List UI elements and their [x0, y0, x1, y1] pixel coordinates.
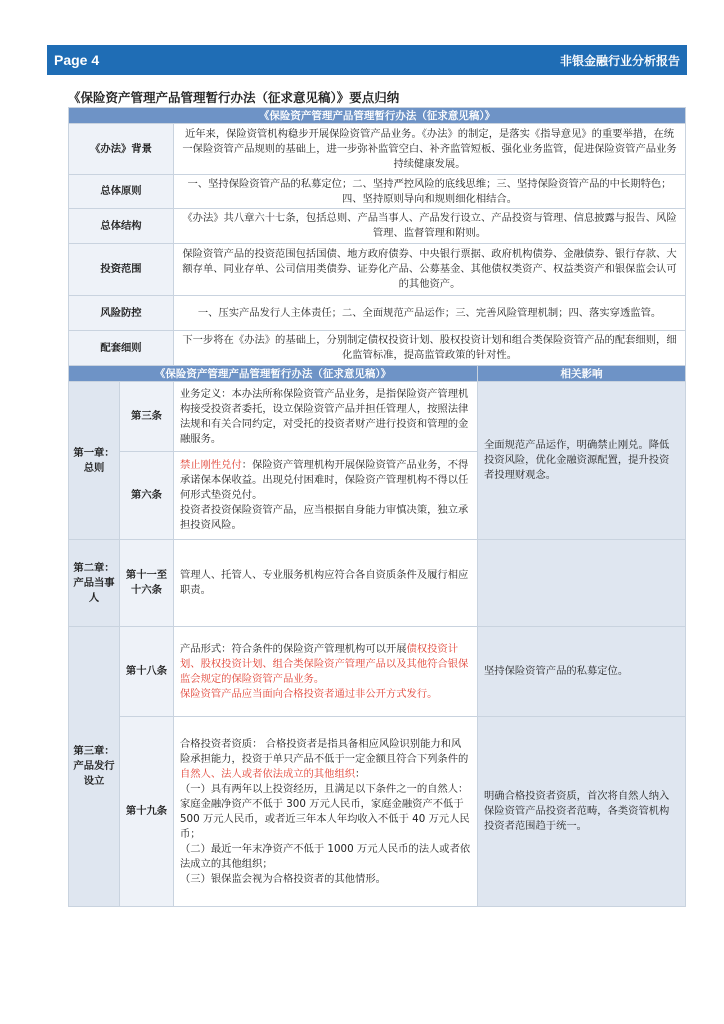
- impact-chapter-1: 全面规范产品运作，明确禁止刚兑。降低投资风险，优化金融资源配置，提升投资者投理财观念。: [478, 382, 686, 540]
- chapter-row: [69, 627, 686, 717]
- article-18-text-1: 产品形式：符合条件的保险资产管理机构可以开展: [180, 642, 407, 655]
- impact-article-19: 明确合格投资者资质，首次将自然人纳入保险资管产品投资者范畴，各类资管机构投资者范围趋于统一。: [478, 717, 686, 907]
- page-header: [47, 45, 687, 75]
- chapter-row: [69, 540, 686, 627]
- red-highlight: 自然人、法人或者依法成立的其他组织: [180, 767, 356, 780]
- summary-row: [69, 244, 686, 296]
- summary-row: [69, 175, 686, 209]
- article-19-text-1: 合格投资者资质： 合格投资者是指具备相应风险识别能力和风险承担能力，投资于单只产品不低于一定金额且符合下列条件的: [180, 737, 469, 765]
- article-6-text-1: ：保险资产管理机构开展保险资管产品业务，不得承诺保本保收益。出现兑付困难时，保险资产管理机构不得以任何形式垫资兑付。: [180, 459, 469, 501]
- row-label-background: 《办法》背景: [69, 124, 174, 175]
- document-title: 《保险资产管理产品管理暂行办法（征求意见稿）》要点归纳: [68, 90, 400, 105]
- red-highlight: 债权投资计划、股权投资计划、组合类保险资产管理产品以及其他符合银保监会规定的保险资管产品业务。: [180, 642, 469, 685]
- article-text-18: [174, 627, 478, 717]
- red-highlight: 保险资管产品应当面向合格投资者通过非公开方式发行。: [180, 687, 438, 700]
- summary-table: [68, 107, 686, 907]
- article-19-item-3: （三）银保监会视为合格投资者的其他情形。: [180, 872, 386, 885]
- summary-row: [69, 296, 686, 331]
- chapter-row: [69, 717, 686, 907]
- row-text-background: 近年来，保险资管机构稳步开展保险资管产品业务。《办法》的制定，是落实《指导意见》的重要举措，在统一保险资管产品规则的基础上，进一步弥补监管空白、补齐监管短板、强化业务监管，促进保险资管产品业务持续健康发展。: [174, 124, 686, 175]
- row-text-principles: 一、坚持保险资管产品的私募定位；二、坚持严控风险的底线思维；三、坚持保险资管产品的中长期特色；四、坚持原则导向和规则细化相结合。: [174, 175, 686, 209]
- report-title: 非银金融行业分析报告: [559, 53, 680, 68]
- chapter-label-1: 第一章：总则: [69, 382, 120, 540]
- article-label-3: 第三条: [120, 382, 174, 452]
- impact-article-18: 坚持保险资管产品的私募定位。: [478, 627, 686, 717]
- row-text-structure: 《办法》共八章六十七条，包括总则、产品当事人、产品发行设立、产品投资与管理、信息披露与报告、风险管理、监督管理和附则。: [174, 209, 686, 244]
- article-text-19: [174, 717, 478, 907]
- detail-band-right: 相关影响: [478, 366, 686, 382]
- summary-band-title: 《保险资产管理产品管理暂行办法（征求意见稿）》: [69, 108, 686, 124]
- detail-band-left: 《保险资产管理产品管理暂行办法（征求意见稿）》: [69, 366, 478, 382]
- chapter-row: [69, 382, 686, 452]
- page-number: Page 4: [54, 52, 100, 68]
- summary-row: [69, 209, 686, 244]
- detail-band: [69, 366, 686, 382]
- row-label-structure: 总体结构: [69, 209, 174, 244]
- row-text-scope: 保险资管产品的投资范围包括国债、地方政府债券、中央银行票据、政府机构债券、金融债券、银行存款、大额存单、同业存单、公司信用类债券、证券化产品、公募基金、其他债权类资产、权益类资产和银保监会认可的其他资产。: [174, 244, 686, 296]
- row-label-risk: 风险防控: [69, 296, 174, 331]
- article-6-text-2: 投资者投资保险资管产品，应当根据自身能力审慎决策，独立承担投资风险。: [180, 504, 469, 531]
- article-19-item-2: （二）最近一年末净资产不低于 1000 万元人民币的法人或者依法成立的其他组织；: [180, 842, 471, 870]
- article-label-6: 第六条: [120, 452, 174, 540]
- article-label-11-16: 第十一至十六条: [120, 540, 174, 627]
- row-text-risk: 一、压实产品发行人主体责任；二、全面规范产品运作；三、完善风险管理机制；四、落实穿透监管。: [174, 296, 686, 331]
- article-label-18: 第十八条: [120, 627, 174, 717]
- summary-row: [69, 331, 686, 366]
- row-label-principles: 总体原则: [69, 175, 174, 209]
- summary-row: [69, 124, 686, 175]
- article-text-3: 业务定义：本办法所称保险资管产品业务，是指保险资产管理机构接受投资者委托，设立保险资管产品并担任管理人，按照法律法规和有关合同约定，对受托的投资者财产进行投资和管理的金融服务。: [174, 382, 478, 452]
- article-text-6: [174, 452, 478, 540]
- row-text-rules: 下一步将在《办法》的基础上，分别制定债权投资计划、股权投资计划和组合类保险资管产品的配套细则，细化监管标准，提高监管政策的针对性。: [174, 331, 686, 366]
- impact-chapter-2: [478, 540, 686, 627]
- row-label-rules: 配套细则: [69, 331, 174, 366]
- article-text-11-16: 管理人、托管人、专业服务机构应符合各自资质条件及履行相应职责。: [174, 540, 478, 627]
- article-19-item-1: （一）具有两年以上投资经历，且满足以下条件之一的自然人：家庭金融净资产不低于 300 万元人民币，家庭金融资产不低于 500 万元人民币，或者近三年本人年均收入不低于 40 万元人民币；: [180, 782, 470, 840]
- article-19-text-2: ：: [355, 767, 366, 780]
- chapter-label-2: 第二章：产品当事人: [69, 540, 120, 627]
- row-label-scope: 投资范围: [69, 244, 174, 296]
- red-highlight: 禁止刚性兑付: [180, 459, 242, 471]
- chapter-label-3: 第三章：产品发行设立: [69, 627, 120, 907]
- article-label-19: 第十九条: [120, 717, 174, 907]
- summary-band: [69, 108, 686, 124]
